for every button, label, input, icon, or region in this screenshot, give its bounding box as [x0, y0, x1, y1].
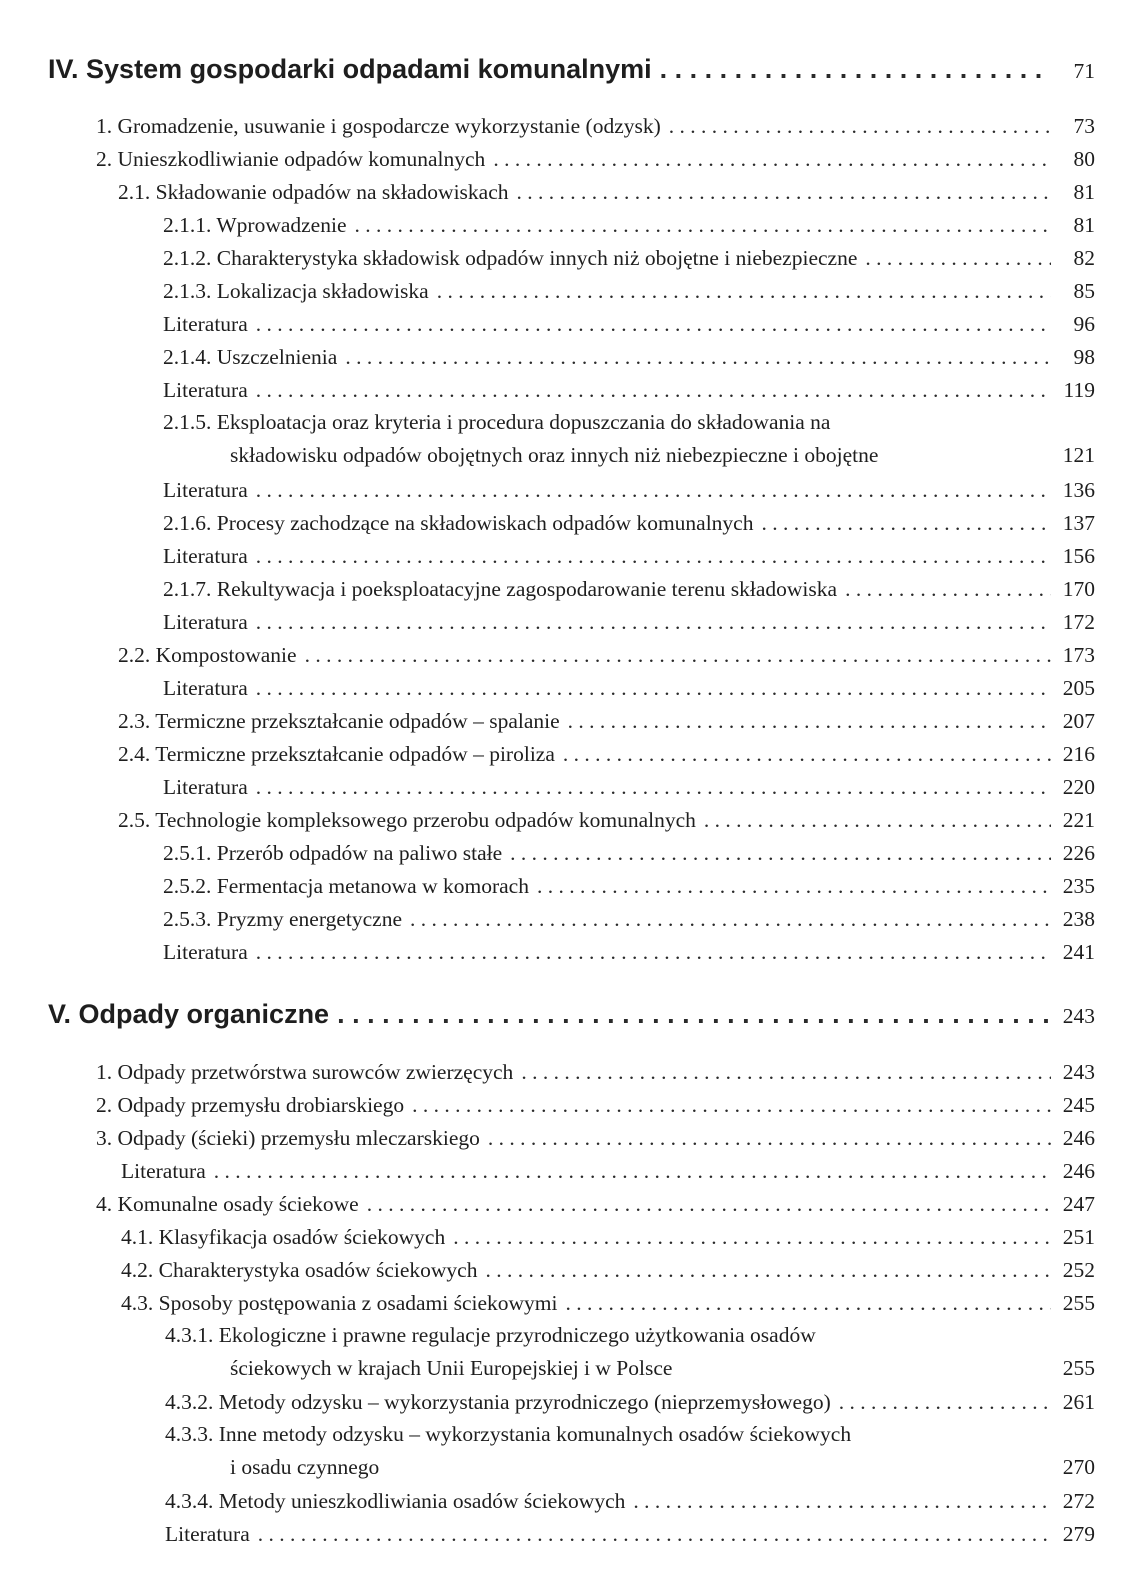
entry-label: Literatura [163, 478, 248, 502]
dot-leader [256, 773, 1051, 801]
dot-leader [521, 1058, 1051, 1086]
dot-leader [256, 310, 1051, 338]
toc-entry [165, 1418, 1095, 1484]
page-number: 71 [1073, 59, 1095, 83]
toc-entry [118, 740, 1095, 768]
toc-entry [163, 872, 1095, 900]
chapter-heading [48, 52, 1095, 88]
toc-entry [118, 806, 1095, 834]
toc-entry [121, 1256, 1095, 1284]
page-number: 121 [1062, 443, 1095, 467]
dot-leader [485, 1256, 1051, 1284]
dot-leader [761, 509, 1051, 537]
dot-leader [410, 905, 1051, 933]
toc-entry [163, 773, 1095, 801]
page-number: 241 [1062, 940, 1095, 964]
toc-entry [163, 542, 1095, 570]
entry-label: 1. Gromadzenie, usuwanie i gospodarcze wykorzystanie (odzysk) [96, 114, 661, 138]
page-number: 246 [1062, 1126, 1095, 1150]
entry-label: 4.3.3. Inne metody odzysku – wykorzystania komunalnych osadów ściekowych [165, 1422, 852, 1446]
toc-entry [163, 310, 1095, 338]
chapter-title: V. Odpady organiczne [48, 999, 330, 1029]
page-number: 252 [1062, 1258, 1095, 1282]
page-number: 205 [1062, 676, 1095, 700]
entry-label: 2.1.5. Eksploatacja oraz kryteria i procedura dopuszczania do składowania na [163, 410, 831, 434]
page-number: 80 [1073, 147, 1095, 171]
entry-label: 2. Odpady przemysłu drobiarskiego [96, 1093, 405, 1117]
dot-leader [839, 1388, 1051, 1416]
toc-entry [96, 1124, 1095, 1152]
toc-entry [163, 674, 1095, 702]
toc-entry [163, 575, 1095, 603]
entry-label: 2.5.2. Fermentacja metanowa w komorach [163, 874, 529, 898]
dot-leader [566, 1289, 1051, 1317]
page-number: 81 [1073, 213, 1095, 237]
entry-label: 2.5.1. Przerób odpadów na paliwo stałe [163, 841, 503, 865]
entry-label: 4. Komunalne osady ściekowe [96, 1192, 359, 1216]
page-number: 207 [1062, 709, 1095, 733]
entry-label: 4.3.2. Metody odzysku – wykorzystania przyrodniczego (nieprzemysłowego) [165, 1390, 831, 1414]
toc-entry [163, 343, 1095, 371]
toc-entry [163, 905, 1095, 933]
entry-label: 2.1.4. Uszczelnienia [163, 345, 338, 369]
page-number: 220 [1062, 775, 1095, 799]
dot-leader [669, 112, 1051, 140]
page-number: 243 [1062, 1060, 1095, 1084]
entry-label: Literatura [163, 312, 248, 336]
toc-entry [163, 938, 1095, 966]
page-number: 173 [1062, 643, 1095, 667]
entry-label: 4.3. Sposoby postępowania z osadami ściekowymi [121, 1291, 558, 1315]
page-number: 235 [1062, 874, 1095, 898]
page-number: 243 [1062, 1004, 1095, 1028]
page-number: 170 [1062, 577, 1095, 601]
dot-leader [367, 1190, 1051, 1218]
dot-leader [660, 52, 1051, 86]
page-number: 172 [1062, 610, 1095, 634]
entry-label: 4.3.1. Ekologiczne i prawne regulacje przyrodniczego użytkowania osadów [165, 1323, 816, 1347]
toc-entry [96, 1091, 1095, 1119]
page-number: 73 [1073, 114, 1095, 138]
entry-label: Literatura [163, 544, 248, 568]
page-number: 119 [1063, 378, 1095, 402]
entry-label-continued: składowisku odpadów obojętnych oraz innych niż niebezpieczne i obojętne [230, 443, 879, 467]
entry-label: 4.1. Klasyfikacja osadów ściekowych [121, 1225, 446, 1249]
page-number: 245 [1062, 1093, 1095, 1117]
page-number: 255 [1062, 1291, 1095, 1315]
dot-leader [845, 575, 1051, 603]
toc-entry [96, 1058, 1095, 1086]
page-number: 82 [1073, 246, 1095, 270]
dot-leader [437, 277, 1051, 305]
dot-leader [510, 839, 1051, 867]
dot-leader [493, 145, 1051, 173]
toc-entry [163, 406, 1095, 472]
dot-leader [337, 997, 1051, 1031]
toc-entry [118, 707, 1095, 735]
dot-leader [412, 1091, 1051, 1119]
entry-label: Literatura [165, 1522, 250, 1546]
dot-leader [345, 343, 1051, 371]
entry-label-continued: i osadu czynnego [230, 1455, 380, 1479]
toc-entry [165, 1388, 1095, 1416]
toc-entry [163, 376, 1095, 404]
entry-label: Literatura [163, 940, 248, 964]
dot-leader [256, 476, 1051, 504]
dot-leader [256, 608, 1051, 636]
toc-entry [165, 1319, 1095, 1385]
entry-label: 2.5. Technologie kompleksowego przerobu odpadów komunalnych [118, 808, 696, 832]
entry-label: Literatura [163, 775, 248, 799]
page-number: 261 [1062, 1390, 1095, 1414]
page-number: 137 [1062, 511, 1095, 535]
entry-label: Literatura [163, 378, 248, 402]
toc-entry [121, 1157, 1095, 1185]
entry-label: 1. Odpady przetwórstwa surowców zwierzęcych [96, 1060, 514, 1084]
entry-label: 2.4. Termiczne przekształcanie odpadów – piroliza [118, 742, 555, 766]
entry-label: 4.2. Charakterystyka osadów ściekowych [121, 1258, 478, 1282]
toc-entry [165, 1487, 1095, 1515]
dot-leader [488, 1124, 1051, 1152]
toc-entry [118, 641, 1095, 669]
toc-entry [165, 1520, 1095, 1548]
dot-leader [453, 1223, 1051, 1251]
entry-label: 2.1.6. Procesy zachodzące na składowiskach odpadów komunalnych [163, 511, 754, 535]
toc-entry [163, 244, 1095, 272]
page-number: 136 [1062, 478, 1095, 502]
dot-leader [355, 211, 1052, 239]
toc-entry [163, 839, 1095, 867]
page-number: 96 [1073, 312, 1095, 336]
page-number: 247 [1062, 1192, 1095, 1216]
page-number: 272 [1062, 1489, 1095, 1513]
dot-leader [214, 1157, 1051, 1185]
page-number: 156 [1062, 544, 1095, 568]
dot-leader [563, 740, 1051, 768]
entry-label: 2.1.1. Wprowadzenie [163, 213, 347, 237]
page-number: 246 [1062, 1159, 1095, 1183]
page-number: 81 [1073, 180, 1095, 204]
entry-label: Literatura [163, 676, 248, 700]
chapter-heading [48, 997, 1095, 1033]
dot-leader [517, 178, 1051, 206]
page-number: 255 [1062, 1356, 1095, 1380]
dot-leader [305, 641, 1051, 669]
entry-label: 2.1. Składowanie odpadów na składowiskach [118, 180, 509, 204]
page-number: 270 [1062, 1455, 1095, 1479]
dot-leader [568, 707, 1051, 735]
entry-label: 2.1.3. Lokalizacja składowiska [163, 279, 429, 303]
toc-entry [163, 608, 1095, 636]
toc-entry [163, 277, 1095, 305]
dot-leader [256, 542, 1051, 570]
entry-label: 2.2. Kompostowanie [118, 643, 297, 667]
page-number: 251 [1062, 1225, 1095, 1249]
toc-entry [163, 509, 1095, 537]
toc-entry [96, 112, 1095, 140]
dot-leader [633, 1487, 1051, 1515]
entry-label: 2.1.7. Rekultywacja i poeksploatacyjne zagospodarowanie terenu składowiska [163, 577, 838, 601]
toc-entry [163, 211, 1095, 239]
entry-label-continued: ściekowych w krajach Unii Europejskiej i w Polsce [230, 1356, 673, 1380]
dot-leader [704, 806, 1051, 834]
toc-entry [121, 1289, 1095, 1317]
entry-label: Literatura [121, 1159, 206, 1183]
dot-leader [258, 1520, 1051, 1548]
page-number: 279 [1062, 1522, 1095, 1546]
entry-label: 4.3.4. Metody unieszkodliwiania osadów ściekowych [165, 1489, 626, 1513]
toc-entry [96, 1190, 1095, 1218]
entry-label: 2. Unieszkodliwianie odpadów komunalnych [96, 147, 486, 171]
toc-entry [118, 178, 1095, 206]
page-number: 221 [1062, 808, 1095, 832]
entry-label: 2.1.2. Charakterystyka składowisk odpadów innych niż obojętne i niebezpieczne [163, 246, 858, 270]
page-number: 98 [1073, 345, 1095, 369]
dot-leader [865, 244, 1051, 272]
chapter-title: IV. System gospodarki odpadami komunalnymi [48, 54, 652, 84]
page-number: 226 [1062, 841, 1095, 865]
entry-label: 2.5.3. Pryzmy energetyczne [163, 907, 403, 931]
toc-entry [121, 1223, 1095, 1251]
dot-leader [256, 674, 1051, 702]
page-number: 85 [1073, 279, 1095, 303]
dot-leader [537, 872, 1051, 900]
page-number: 238 [1062, 907, 1095, 931]
toc-entry [163, 476, 1095, 504]
dot-leader [256, 376, 1051, 404]
entry-label: 3. Odpady (ścieki) przemysłu mleczarskiego [96, 1126, 480, 1150]
page-number: 216 [1062, 742, 1095, 766]
toc-entry [96, 145, 1095, 173]
entry-label: Literatura [163, 610, 248, 634]
dot-leader [256, 938, 1051, 966]
entry-label: 2.3. Termiczne przekształcanie odpadów – spalanie [118, 709, 560, 733]
